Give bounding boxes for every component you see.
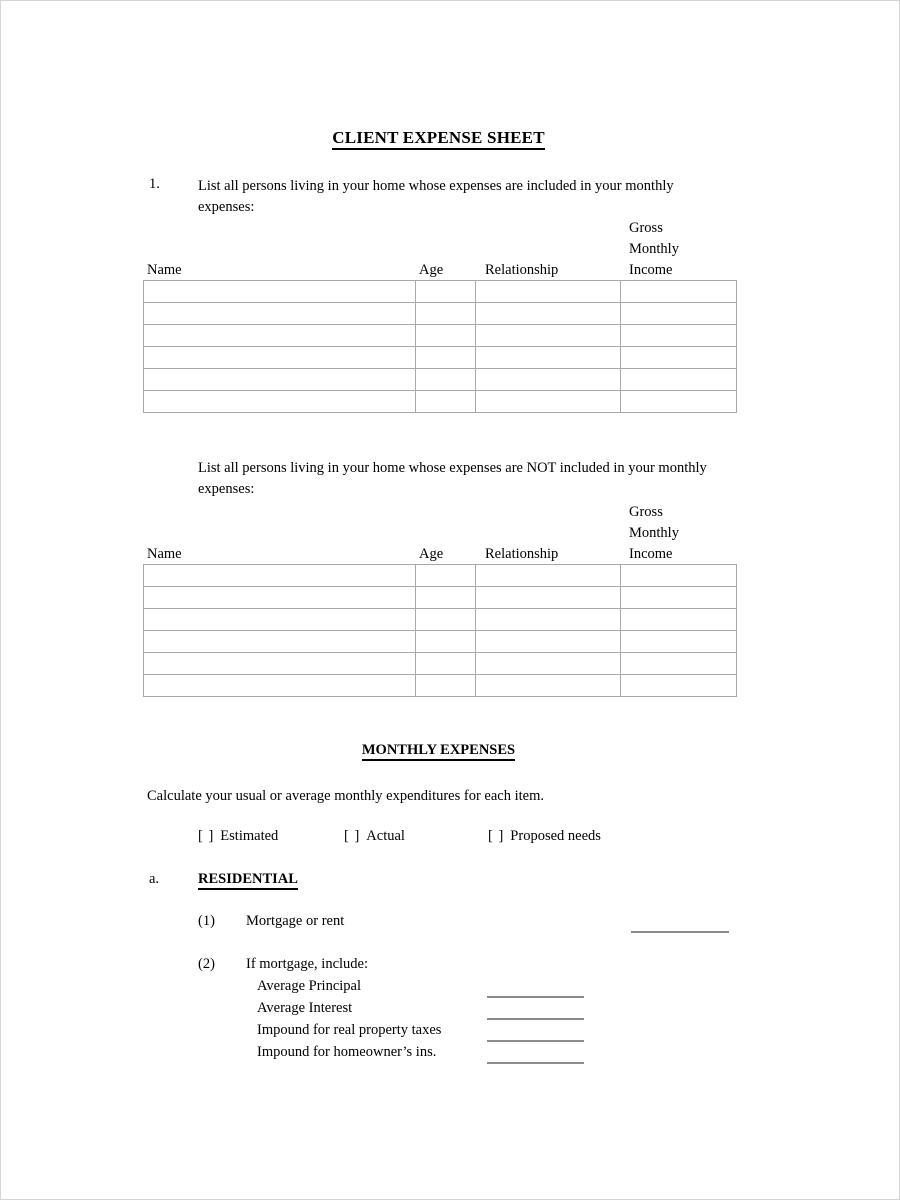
table-2-header-income-line2: Monthly [629, 525, 679, 541]
persons-included-cell-name[interactable] [144, 369, 416, 391]
persons-included-cell-relationship[interactable] [476, 369, 621, 391]
persons-included-cell-age[interactable] [416, 325, 476, 347]
persons-included-cell-income[interactable] [621, 281, 737, 303]
sub-item-impound-homeowners-ins-input[interactable] [487, 1062, 584, 1064]
persons-not-included-cell-relationship[interactable] [476, 653, 621, 675]
monthly-expenses-heading-text: MONTHLY EXPENSES [362, 742, 515, 761]
persons-not-included-cell-age[interactable] [416, 587, 476, 609]
document-body [1, 1, 900, 1200]
option-actual-label: Actual [366, 828, 405, 844]
persons-not-included-cell-name[interactable] [144, 653, 416, 675]
persons-not-included-cell-age[interactable] [416, 675, 476, 697]
checkbox-actual-icon[interactable]: [ ] [344, 828, 361, 844]
option-proposed-needs[interactable] [488, 828, 601, 845]
persons-not-included-cell-age[interactable] [416, 609, 476, 631]
persons-included-cell-income[interactable] [621, 303, 737, 325]
persons-not-included-table[interactable] [143, 564, 737, 697]
table-row [144, 653, 737, 675]
persons-included-cell-relationship[interactable] [476, 325, 621, 347]
persons-not-included-cell-income[interactable] [621, 565, 737, 587]
persons-included-table[interactable] [143, 280, 737, 413]
persons-not-included-cell-name[interactable] [144, 631, 416, 653]
option-proposed-needs-label: Proposed needs [510, 828, 601, 844]
sub-item-impound-property-taxes-label: Impound for real property taxes [257, 1022, 442, 1038]
persons-not-included-cell-income[interactable] [621, 631, 737, 653]
sub-item-average-interest-input[interactable] [487, 1018, 584, 1020]
persons-not-included-cell-income[interactable] [621, 587, 737, 609]
page-title-text: CLIENT EXPENSE SHEET [332, 128, 544, 150]
sub-item-impound-homeowners-ins-label: Impound for homeowner’s ins. [257, 1044, 437, 1060]
persons-included-cell-relationship[interactable] [476, 347, 621, 369]
option-actual[interactable] [344, 828, 405, 845]
table-2-header-age: Age [419, 546, 444, 562]
persons-included-cell-relationship[interactable] [476, 281, 621, 303]
persons-not-included-cell-name[interactable] [144, 565, 416, 587]
persons-not-included-cell-name[interactable] [144, 675, 416, 697]
residential-item-2-label: If mortgage, include: [246, 956, 368, 972]
residential-item-1-input[interactable] [631, 931, 729, 933]
persons-not-included-cell-income[interactable] [621, 675, 737, 697]
residential-marker: a. [149, 871, 160, 887]
table-row [144, 347, 737, 369]
residential-item-1-label: Mortgage or rent [246, 913, 345, 929]
persons-included-cell-age[interactable] [416, 303, 476, 325]
table-1-header-name: Name [147, 262, 182, 278]
persons-not-included-cell-income[interactable] [621, 609, 737, 631]
table-row [144, 391, 737, 413]
table-row [144, 303, 737, 325]
table-1-header-income-line1: Gross [629, 220, 663, 236]
table-2-header-income-line3: Income [629, 546, 673, 562]
persons-not-included-cell-name[interactable] [144, 609, 416, 631]
persons-included-cell-age[interactable] [416, 281, 476, 303]
persons-not-included-cell-age[interactable] [416, 653, 476, 675]
table-row [144, 675, 737, 697]
table-2-header-name: Name [147, 546, 182, 562]
table-1-header-relationship: Relationship [485, 262, 559, 278]
persons-included-cell-name[interactable] [144, 281, 416, 303]
persons-included-cell-relationship[interactable] [476, 391, 621, 413]
table-row [144, 565, 737, 587]
residential-heading [198, 871, 298, 888]
checkbox-proposed-needs-icon[interactable]: [ ] [488, 828, 505, 844]
table-row [144, 325, 737, 347]
table-row [144, 609, 737, 631]
persons-included-table-body [144, 281, 737, 413]
sub-item-impound-property-taxes-input[interactable] [487, 1040, 584, 1042]
persons-included-cell-name[interactable] [144, 325, 416, 347]
persons-not-included-table-body [144, 565, 737, 697]
persons-not-included-cell-age[interactable] [416, 631, 476, 653]
persons-included-cell-age[interactable] [416, 391, 476, 413]
persons-not-included-cell-relationship[interactable] [476, 609, 621, 631]
persons-included-cell-income[interactable] [621, 347, 737, 369]
monthly-expenses-heading [1, 742, 876, 759]
item-1-marker: 1. [149, 176, 160, 192]
page-title [1, 128, 876, 148]
persons-not-included-cell-relationship[interactable] [476, 675, 621, 697]
persons-included-cell-income[interactable] [621, 325, 737, 347]
option-estimated[interactable] [198, 828, 278, 845]
table-row [144, 369, 737, 391]
persons-not-included-cell-relationship[interactable] [476, 565, 621, 587]
table-row [144, 281, 737, 303]
table-2-header-relationship: Relationship [485, 546, 559, 562]
persons-included-cell-name[interactable] [144, 347, 416, 369]
table-row [144, 631, 737, 653]
persons-included-cell-name[interactable] [144, 391, 416, 413]
table-1-header-income-line3: Income [629, 262, 673, 278]
residential-item-1-marker: (1) [198, 913, 215, 929]
residential-heading-text: RESIDENTIAL [198, 871, 298, 890]
persons-included-cell-relationship[interactable] [476, 303, 621, 325]
table-2-header-income-line1: Gross [629, 504, 663, 520]
persons-not-included-cell-income[interactable] [621, 653, 737, 675]
table-1-header-age: Age [419, 262, 444, 278]
table-1-header-income-line2: Monthly [629, 241, 679, 257]
persons-included-cell-income[interactable] [621, 369, 737, 391]
item-2-text: List all persons living in your home whose expenses are NOT included in your monthly expenses: [198, 460, 707, 497]
option-estimated-label: Estimated [220, 828, 279, 844]
persons-included-cell-age[interactable] [416, 369, 476, 391]
persons-not-included-cell-relationship[interactable] [476, 631, 621, 653]
sub-item-average-interest-label: Average Interest [257, 1000, 353, 1016]
residential-item-2-marker: (2) [198, 956, 215, 972]
sub-item-average-principal-label: Average Principal [257, 978, 362, 994]
table-row [144, 587, 737, 609]
checkbox-estimated-icon[interactable]: [ ] [198, 828, 215, 844]
item-1-text: List all persons living in your home whose expenses are included in your monthly expenses: [198, 178, 674, 215]
persons-included-cell-income[interactable] [621, 391, 737, 413]
persons-included-cell-age[interactable] [416, 347, 476, 369]
persons-not-included-cell-name[interactable] [144, 587, 416, 609]
persons-not-included-cell-age[interactable] [416, 565, 476, 587]
persons-not-included-cell-relationship[interactable] [476, 587, 621, 609]
persons-included-cell-name[interactable] [144, 303, 416, 325]
monthly-expenses-instruction: Calculate your usual or average monthly expenditures for each item. [147, 788, 544, 804]
sub-item-average-principal-input[interactable] [487, 996, 584, 998]
